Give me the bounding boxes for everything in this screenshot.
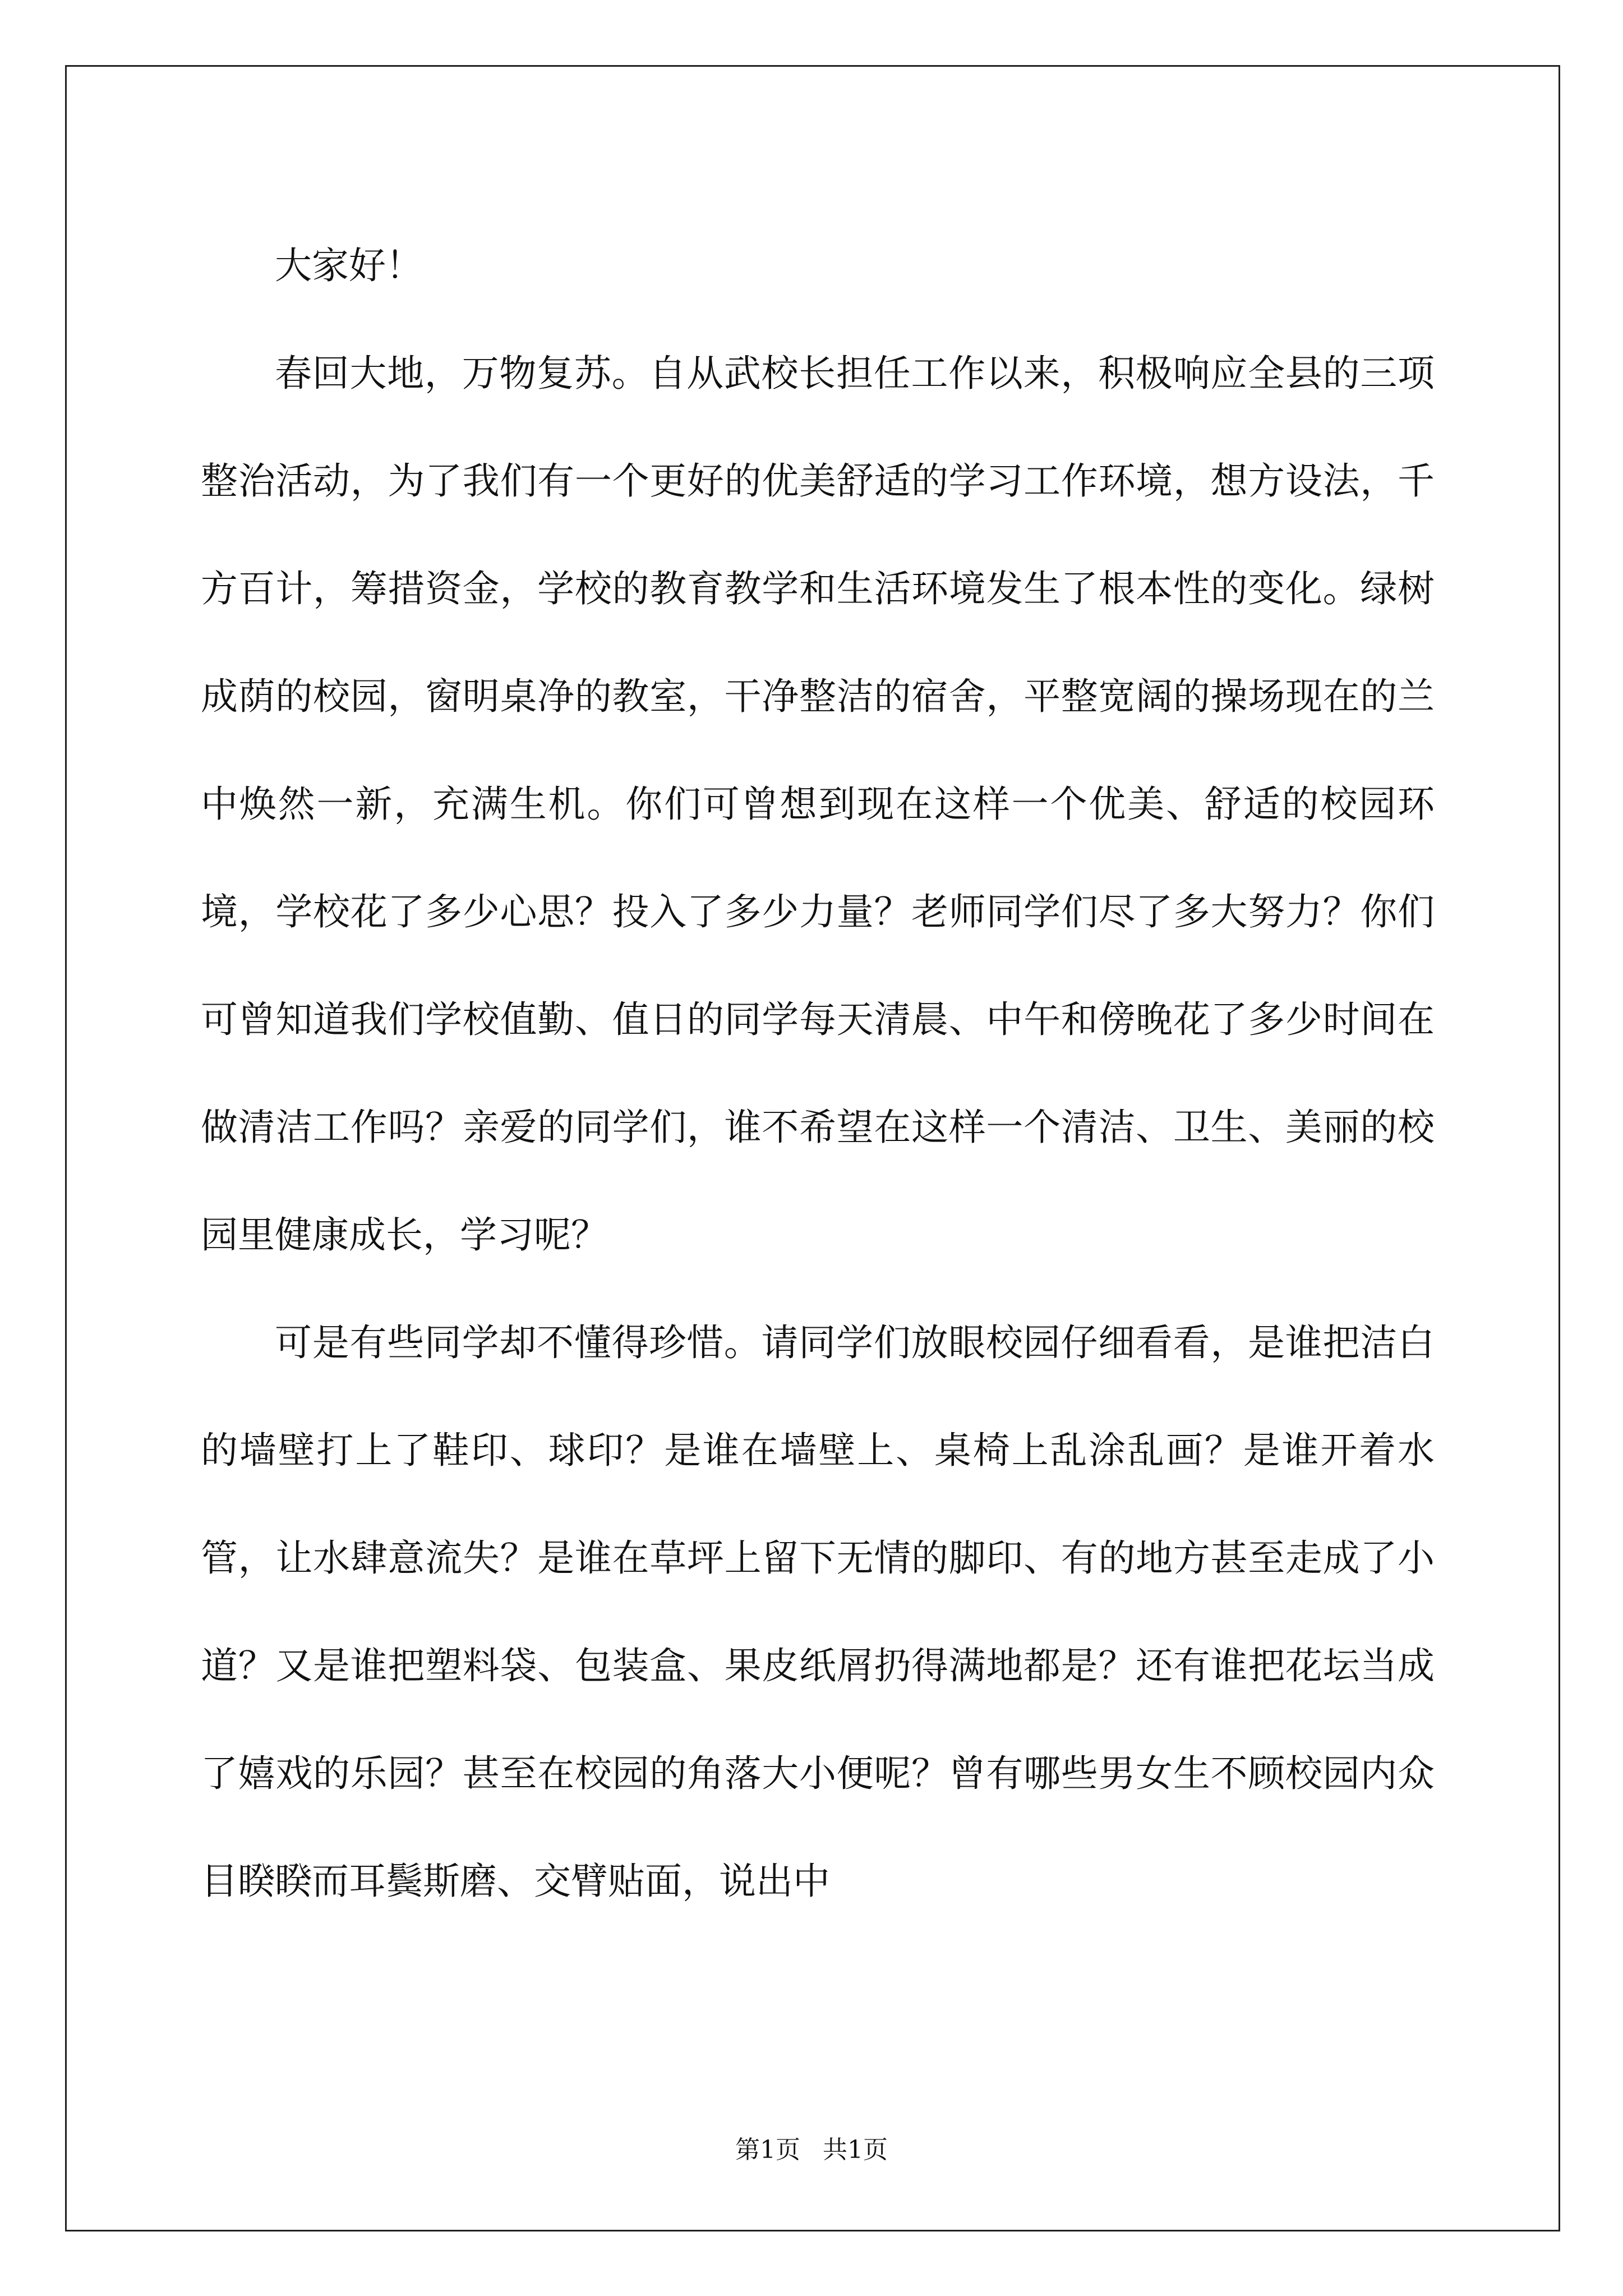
page-total: 共1页 <box>823 2136 888 2164</box>
paragraph-1: 春回大地，万物复苏。自从武校长担任工作以来，积极响应全县的三项整治活动，为了我们有一个更好的优美舒适的学习工作环境，想方设法，千方百计，筹措资金，学校的教育教学和生活环境发生了根本性的变化。绿树成荫的校园，窗明桌净的教室，干净整洁的宿舍，平整宽阔的操场现在的兰中焕然一新，充满生机。你们可曾想到现在这样一个优美、舒适的校园环境，学校花了多少心思？投入了多少力量？老师同学们尽了多大努力？你们可曾知道我们学校值勤、值日的同学每天清晨、中午和傍晚花了多少时间在做清洁工作吗？亲爱的同学们，谁不希望在这样一个清洁、卫生、美丽的校园里健康成长，学习呢？ <box>201 352 1435 1257</box>
paragraph-2: 可是有些同学却不懂得珍惜。请同学们放眼校园仔细看看，是谁把洁白的墙壁打上了鞋印、球印？是谁在墙壁上、桌椅上乱涂乱画？是谁开着水管，让水肆意流失？是谁在草坪上留下无情的脚印、有的地方甚至走成了小道？又是谁把塑料袋、包装盒、果皮纸屑扔得满地都是？还有谁把花坛当成了嬉戏的乐园？甚至在校园的角落大小便呢？曾有哪些男女生不顾校园内众目睽睽而耳鬓斯磨、交臂贴面，说出中 <box>201 1321 1435 1903</box>
greeting: 大家好！ <box>275 244 423 287</box>
page-footer <box>0 2133 1623 2167</box>
page-number: 第1页 <box>735 2136 800 2164</box>
document-body <box>201 212 1435 1935</box>
